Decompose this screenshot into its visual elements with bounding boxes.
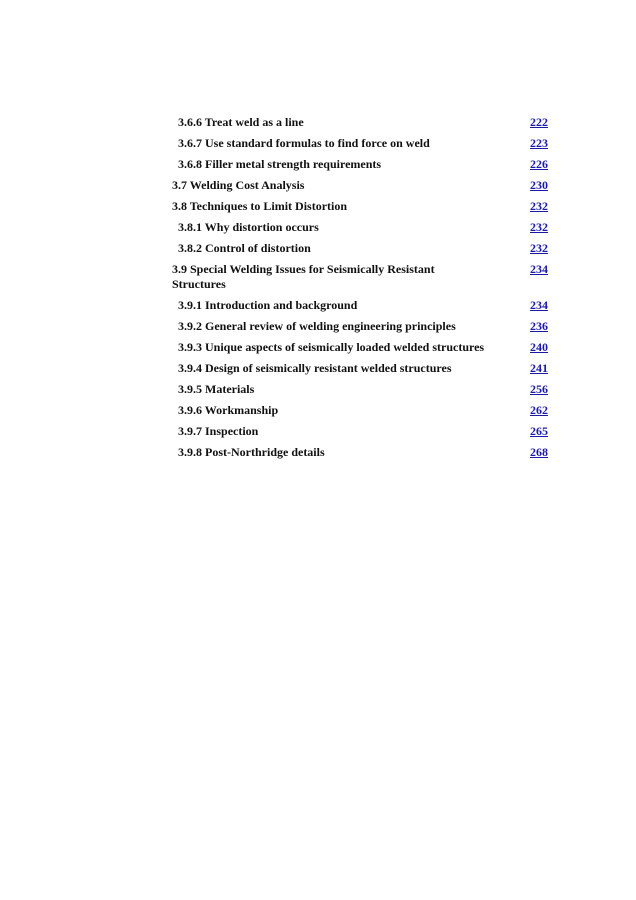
toc-entry-3-8-1 <box>172 220 548 235</box>
toc-entry-title: 3.7 Welding Cost Analysis <box>172 178 305 192</box>
toc-page-link[interactable]: 240 <box>530 340 548 354</box>
toc-entry-3-8 <box>172 199 548 214</box>
toc-entry-3-8-2 <box>172 241 548 256</box>
toc-page-link[interactable]: 268 <box>530 445 548 459</box>
toc-entry-title: 3.9 Special Welding Issues for Seismically Resistant Structures <box>172 262 435 291</box>
toc-entry-3-6-6 <box>172 115 548 130</box>
toc-page-link[interactable]: 234 <box>530 298 548 312</box>
toc-entry-3-6-8 <box>172 157 548 172</box>
toc-entry-title: 3.6.6 Treat weld as a line <box>178 115 304 129</box>
toc-page-link[interactable]: 232 <box>530 220 548 234</box>
toc-entry-title: 3.9.7 Inspection <box>178 424 259 438</box>
toc-entry-title: 3.8 Techniques to Limit Distortion <box>172 199 348 213</box>
toc-page-link[interactable]: 226 <box>530 157 548 171</box>
toc-page-link[interactable]: 241 <box>530 361 548 375</box>
toc-entry-3-9 <box>172 262 548 292</box>
toc-entry-3-7 <box>172 178 548 193</box>
toc-entry-3-9-5 <box>172 382 548 397</box>
toc-page-link[interactable]: 223 <box>530 136 548 150</box>
toc-entry-title: 3.9.4 Design of seismically resistant welded structures <box>178 361 452 375</box>
toc-page-link[interactable]: 256 <box>530 382 548 396</box>
toc-entry-title: 3.9.6 Workmanship <box>178 403 279 417</box>
toc-page-link[interactable]: 236 <box>530 319 548 333</box>
toc-entry-title: 3.9.1 Introduction and background <box>178 298 358 312</box>
toc-entry-title: 3.9.2 General review of welding engineering principles <box>178 319 456 333</box>
toc-entry-3-9-4 <box>172 361 548 376</box>
toc-page-link[interactable]: 234 <box>530 262 548 276</box>
toc-entry-3-9-1 <box>172 298 548 313</box>
toc-page-link[interactable]: 232 <box>530 199 548 213</box>
toc-entry-3-9-3 <box>172 340 548 355</box>
toc-page-link[interactable]: 262 <box>530 403 548 417</box>
toc-page-link[interactable]: 222 <box>530 115 548 129</box>
toc-entry-title: 3.9.5 Materials <box>178 382 255 396</box>
toc-entry-title: 3.6.7 Use standard formulas to find force on weld <box>178 136 430 150</box>
toc-entry-title: 3.8.2 Control of distortion <box>178 241 311 255</box>
toc-entry-3-9-2 <box>172 319 548 334</box>
toc-entry-title: 3.9.3 Unique aspects of seismically loaded welded structures <box>178 340 485 354</box>
toc-page-link[interactable]: 230 <box>530 178 548 192</box>
toc-entry-title: 3.9.8 Post-Northridge details <box>178 445 325 459</box>
toc-page-link[interactable]: 232 <box>530 241 548 255</box>
toc-entry-title: 3.8.1 Why distortion occurs <box>178 220 319 234</box>
toc-entry-3-9-8 <box>172 445 548 460</box>
toc-entry-3-6-7 <box>172 136 548 151</box>
toc-entry-title: 3.6.8 Filler metal strength requirements <box>178 157 382 171</box>
toc-page-link[interactable]: 265 <box>530 424 548 438</box>
toc-entry-3-9-6 <box>172 403 548 418</box>
toc-entry-3-9-7 <box>172 424 548 439</box>
